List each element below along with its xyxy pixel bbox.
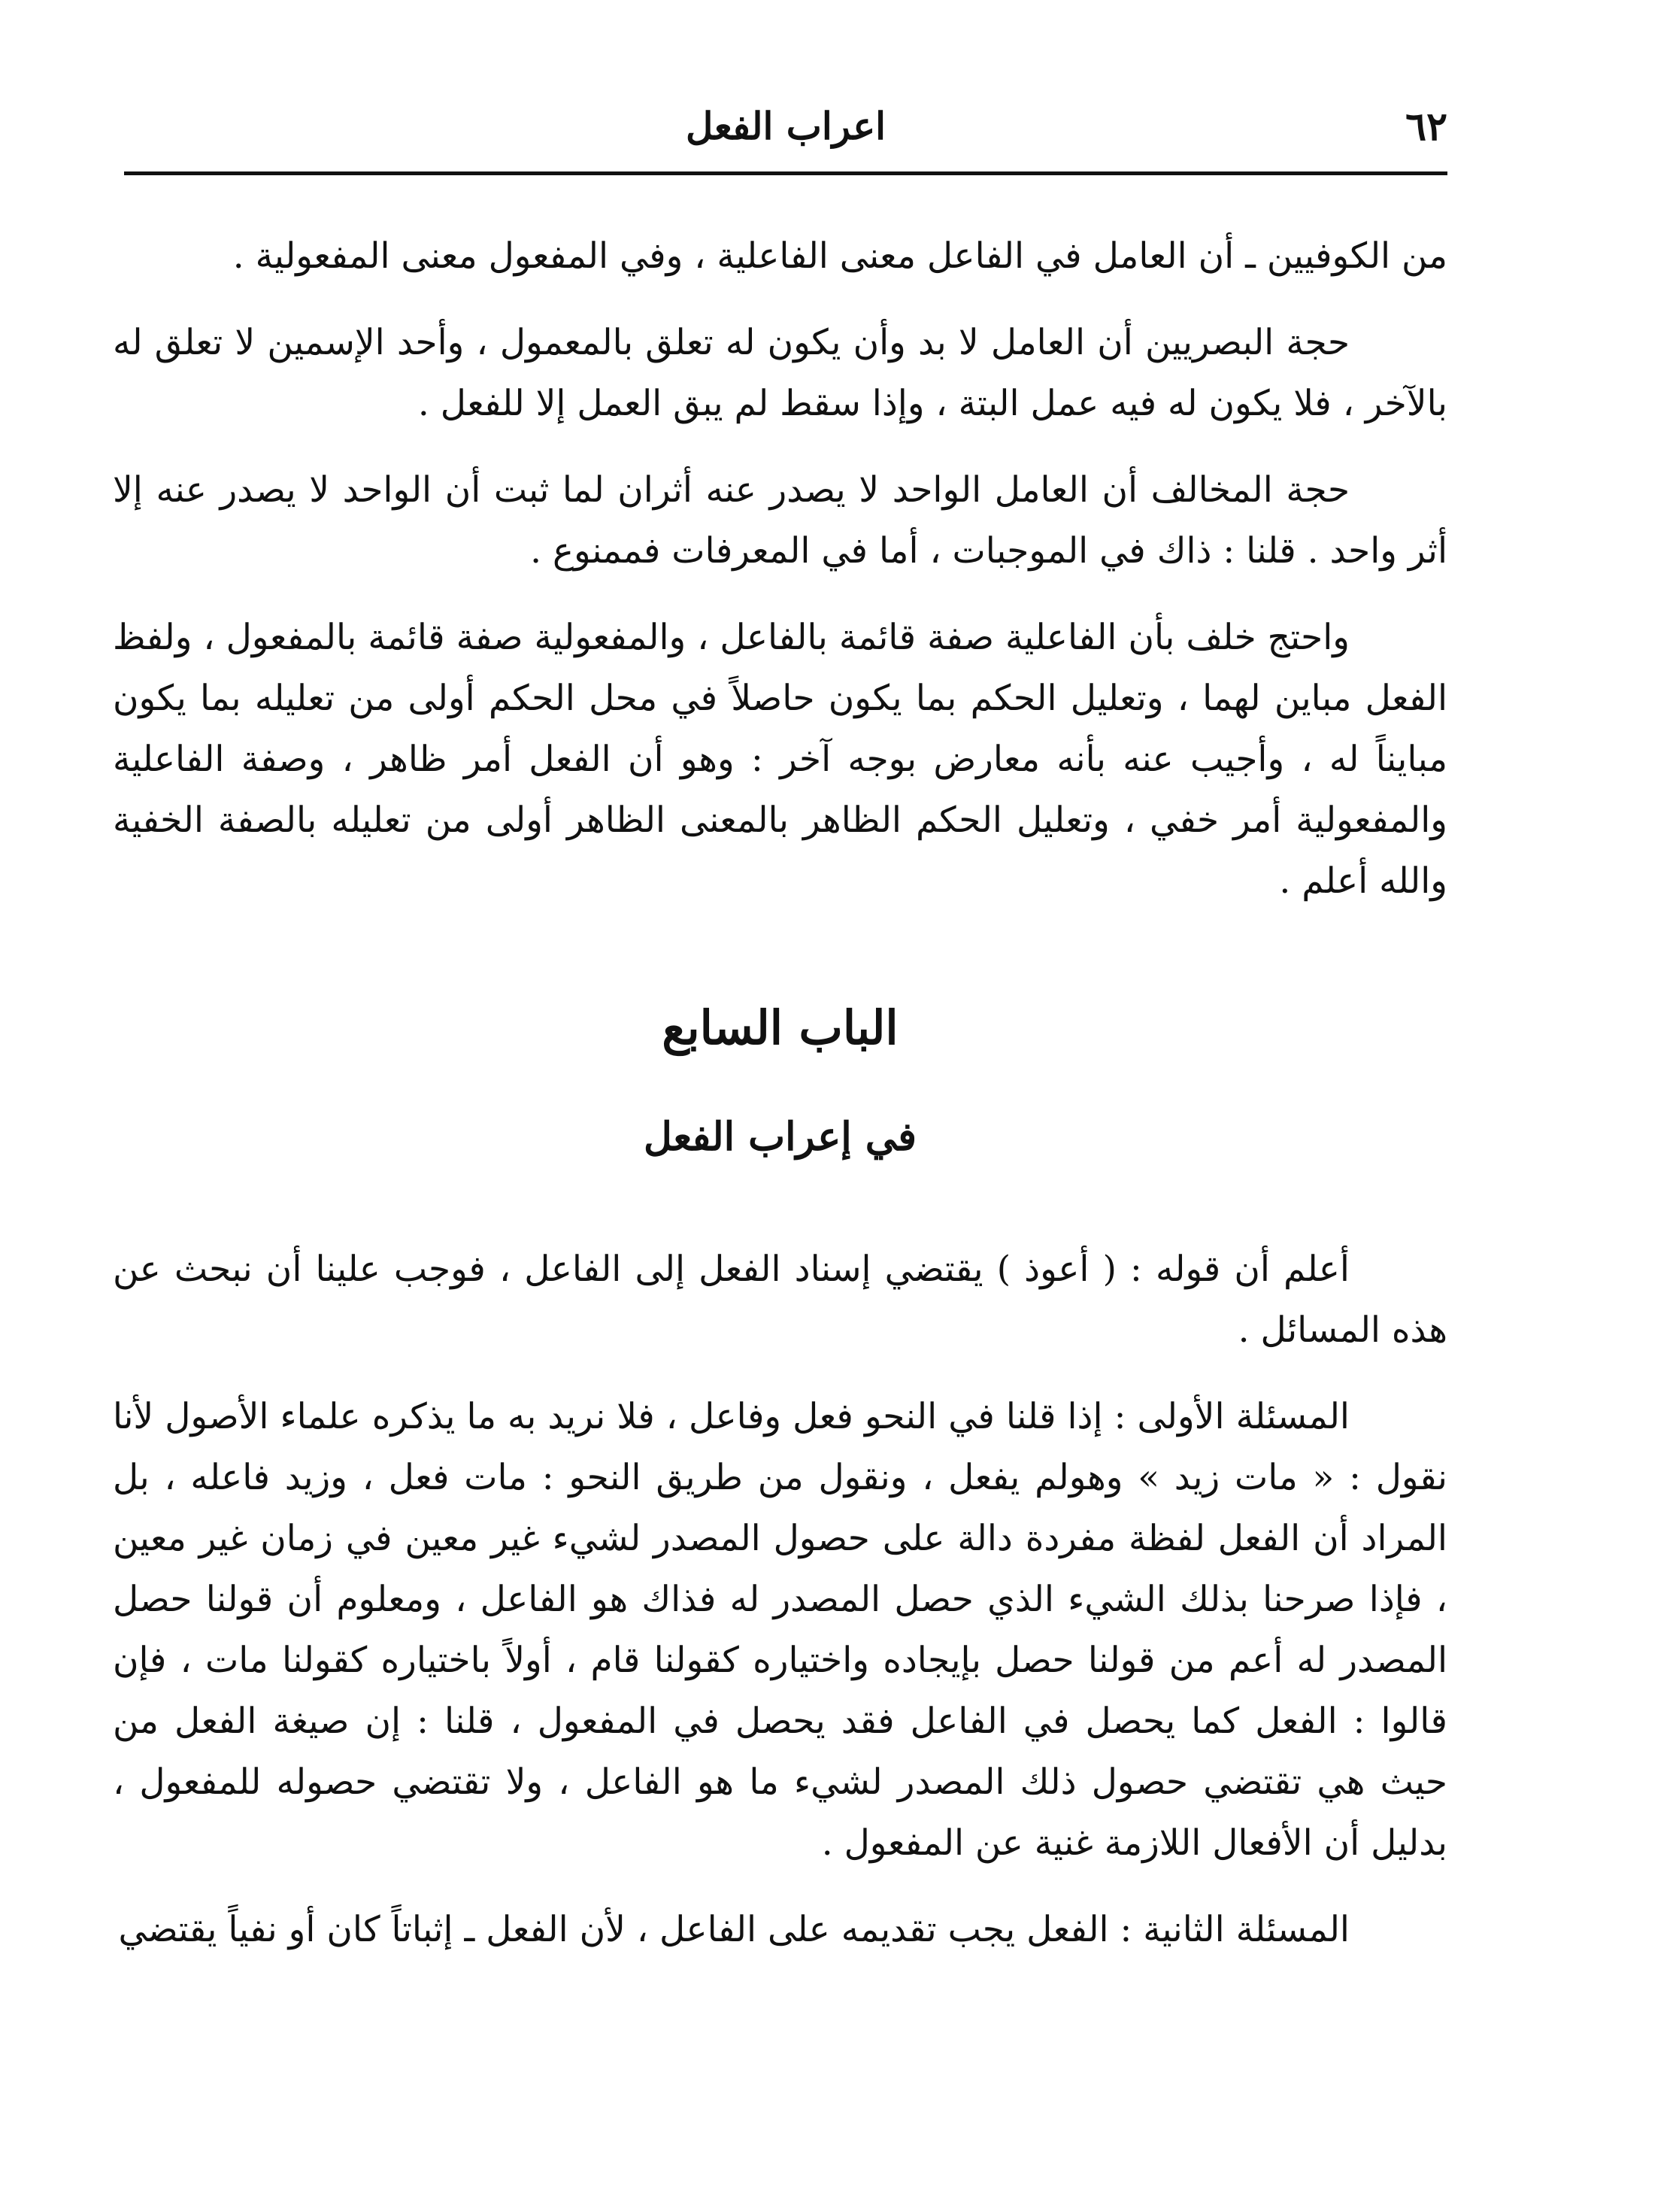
- page-body: [113, 226, 1447, 1986]
- page-number: ٦٢: [1405, 104, 1447, 150]
- paragraph: حجة المخالف أن العامل الواحد لا يصدر عنه أثران لما ثبت أن الواحد لا يصدر عنه إلا أثر واحد . قلنا : ذاك في الموجبات ، أما في المعرفات فممنوع .: [113, 469, 1447, 572]
- running-title: اعراب الفعل: [685, 104, 886, 148]
- paragraph: أعلم أن قوله : ( أعوذ ) يقتضي إسناد الفعل إلى الفاعل ، فوجب علينا أن نبحث عن هذه المسائل .: [113, 1249, 1447, 1351]
- paragraph: المسئلة الثانية : الفعل يجب تقديمه على الفاعل ، لأن الفعل ـ إثباتاً كان أو نفياً يقتضي: [118, 1909, 1350, 1950]
- paragraph: واحتج خلف بأن الفاعلية صفة قائمة بالفاعل ، والمفعولية صفة قائمة بالمفعول ، ولفظ الفعل مباين لهما ، وتعليل الحكم بما يكون حاصلاً في محل الحكم أولى من تعليله بما يكون مبايناً له ، وأجيب عنه بأنه معارض بوجه آخر : وهو أن الفعل أمر ظاهر ، وصفة الفاعلية والمفعولية أمر خفي ، وتعليل الحكم الظاهر بالمعنى الظاهر أولى من تعليله بالصفة الخفية والله أعلم .: [113, 617, 1447, 902]
- chapter-subtitle: في إعراب الفعل: [643, 1114, 917, 1160]
- chapter-title: الباب السابع: [662, 1000, 899, 1055]
- paragraph: من الكوفيين ـ أن العامل في الفاعل معنى الفاعلية ، وفي المفعول معنى المفعولية .: [232, 235, 1447, 277]
- paragraph: المسئلة الأولى : إذا قلنا في النحو فعل وفاعل ، فلا نريد به ما يذكره علماء الأصول لأنا نقول : « مات زيد » وهولم يفعل ، ونقول من طريق النحو : مات فعل ، وزيد فاعله ، بل المراد أن الفعل لفظة مفردة دالة على حصول المصدر لشيء غير معين في زمان غير معين ، فإذا صرحنا بذلك الشيء الذي حصل المصدر له فذاك هو الفاعل ، ومعلوم أن قولنا حصل المصدر له أعم من قولنا حصل بإيجاده واختياره كقولنا قام ، أولاً باختياره كقولنا مات ، فإن قالوا : الفعل كما يحصل في الفاعل فقد يحصل في المفعول ، قلنا : إن صيغة الفعل من حيث هي تقتضي حصول ذلك المصدر لشيء ما هو الفاعل ، ولا تقتضي حصوله للمفعول ، بدليل أن الأفعال اللازمة غنية عن المفعول .: [113, 1396, 1447, 1864]
- running-header: [124, 98, 1447, 165]
- paragraph: حجة البصريين أن العامل لا بد وأن يكون له تعلق بالمعمول ، وأحد الإسمين لا تعلق له بالآخر ، فلا يكون له فيه عمل البتة ، وإذا سقط لم يبق العمل إلا للفعل .: [113, 322, 1447, 424]
- header-rule: [124, 171, 1447, 175]
